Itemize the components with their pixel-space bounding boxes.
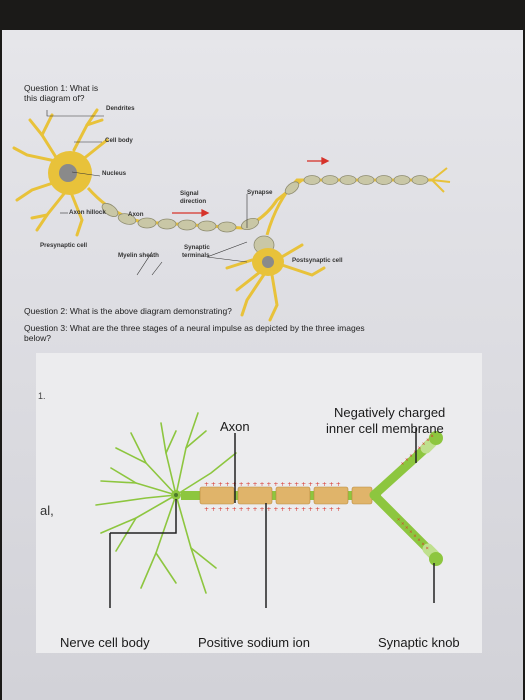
svg-text:+ + + + + + + + + + + + + + +: + + + + + + + + + + + + + + + + + + + +	[204, 506, 341, 513]
question-2: Question 2: What is the above diagram demonstrating?	[24, 306, 232, 316]
label-nucleus: Nucleus	[102, 170, 127, 177]
label-positive-sodium-ion: Positive sodium ion	[198, 635, 310, 650]
label-nerve-cell-body: Nerve cell body	[60, 635, 150, 650]
label-axon-bottom: Axon	[220, 419, 250, 434]
label-axon-hillock: Axon hillock	[69, 209, 106, 216]
myelin-segments	[200, 487, 372, 504]
postsynaptic-nucleus	[262, 256, 274, 268]
label-direction: direction	[180, 198, 207, 205]
label-inner-cell-membrane: inner cell membrane	[326, 421, 444, 436]
label-dendrites: Dendrites	[106, 105, 135, 112]
nerve-cell-diagram	[36, 353, 482, 653]
synaptic-knob-lower	[429, 552, 443, 566]
label-terminals: terminals	[182, 252, 210, 259]
neuron-impulse-figure	[36, 353, 482, 653]
label-synaptic: Synaptic	[184, 244, 210, 251]
label-cell-body: Cell body	[105, 137, 133, 144]
label-synaptic-knob: Synaptic knob	[378, 635, 460, 650]
question-3-line-2: below?	[24, 333, 51, 343]
synaptic-branches	[374, 431, 443, 566]
nerve-cell-nucleus	[174, 493, 178, 497]
label-axon: Axon	[128, 211, 144, 218]
worksheet-page	[2, 30, 523, 700]
myelin-sheath-segments	[100, 201, 260, 232]
question-1-line-2: this diagram of?	[24, 93, 85, 103]
label-synapse: Synapse	[247, 189, 273, 196]
label-postsynaptic-cell: Postsynaptic cell	[292, 257, 343, 264]
svg-text:+ + + + + + + +: + + + + + + + +	[394, 516, 431, 552]
figure-number: 1.	[38, 391, 46, 401]
label-presynaptic-cell: Presynaptic cell	[40, 242, 88, 249]
svg-text:+ + + + + + + +: + + + + + + + +	[399, 432, 437, 468]
label-myelin-sheath: Myelin sheath	[118, 252, 159, 259]
question-3-line-1: Question 3: What are the three stages of a neural impulse as depicted by the three images	[24, 323, 365, 333]
svg-text:+ + + + + + + + + + + + + + +: + + + + + + + + + + + + + + + + + + + +	[204, 481, 341, 488]
presynaptic-nucleus	[59, 164, 77, 182]
partial-text: al,	[40, 503, 54, 518]
question-1-line-1: Question 1: What is	[24, 83, 99, 93]
label-negatively-charged: Negatively charged	[334, 405, 446, 420]
axon-terminal-branches	[432, 168, 450, 192]
upper-myelin-segments	[283, 176, 428, 197]
label-signal: Signal	[180, 190, 199, 197]
signal-direction-arrows	[172, 158, 328, 216]
